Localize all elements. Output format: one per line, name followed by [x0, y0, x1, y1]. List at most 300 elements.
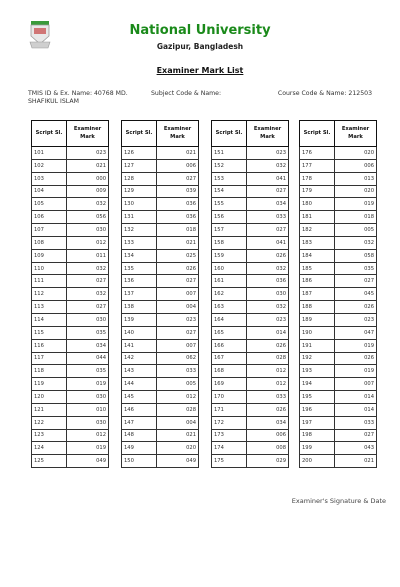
- examiner-mark: 012: [157, 391, 199, 404]
- script-serial: 196: [300, 403, 335, 416]
- examiner-mark: 028: [157, 403, 199, 416]
- script-serial: 142: [122, 352, 157, 365]
- script-serial: 135: [122, 262, 157, 275]
- examiner-mark: 045: [335, 288, 377, 301]
- script-serial: 122: [32, 416, 67, 429]
- script-serial: 148: [122, 429, 157, 442]
- examiner-mark: 032: [335, 236, 377, 249]
- script-serial: 133: [122, 236, 157, 249]
- examiner-mark: 021: [157, 429, 199, 442]
- script-sl-header: Script Sl.: [212, 121, 247, 147]
- script-serial: 119: [32, 378, 67, 391]
- script-serial: 163: [212, 301, 247, 314]
- examiner-mark: 030: [67, 391, 109, 404]
- table-row: [212, 275, 289, 288]
- script-serial: 193: [300, 365, 335, 378]
- table-row: [122, 249, 199, 262]
- examiner-mark: 006: [157, 159, 199, 172]
- examiner-mark: 027: [335, 429, 377, 442]
- table-row: [122, 455, 199, 468]
- examiner-mark: 006: [335, 159, 377, 172]
- script-serial: 185: [300, 262, 335, 275]
- examiner-mark: 006: [247, 429, 289, 442]
- table-row: [32, 172, 109, 185]
- script-serial: 191: [300, 339, 335, 352]
- script-serial: 183: [300, 236, 335, 249]
- script-serial: 121: [32, 403, 67, 416]
- table-row: [212, 301, 289, 314]
- examiner-mark: 019: [335, 198, 377, 211]
- script-serial: 147: [122, 416, 157, 429]
- table-row: [32, 236, 109, 249]
- script-serial: 152: [212, 159, 247, 172]
- table-row: [212, 185, 289, 198]
- examiner-mark: 005: [157, 378, 199, 391]
- script-serial: 139: [122, 313, 157, 326]
- script-serial: 167: [212, 352, 247, 365]
- table-row: [300, 288, 377, 301]
- script-serial: 182: [300, 224, 335, 237]
- examiner-mark: 058: [335, 249, 377, 262]
- examiner-mark: 036: [247, 275, 289, 288]
- table-row: [122, 224, 199, 237]
- examiner-mark: 027: [247, 185, 289, 198]
- table-row: [32, 159, 109, 172]
- examiner-mark: 021: [67, 159, 109, 172]
- examiner-mark: 030: [67, 313, 109, 326]
- examiner-mark: 004: [157, 416, 199, 429]
- examiner-mark: 020: [157, 442, 199, 455]
- script-serial: 143: [122, 365, 157, 378]
- university-location: Gazipur, Bangladesh: [156, 42, 244, 51]
- script-serial: 104: [32, 185, 67, 198]
- examiner-mark: 027: [247, 224, 289, 237]
- script-serial: 106: [32, 211, 67, 224]
- tmis-id-line: TMIS ID & Ex. Name: 40768 MD.: [28, 90, 128, 97]
- script-serial: 164: [212, 313, 247, 326]
- mark-table: [299, 120, 377, 468]
- examiner-mark: 033: [247, 211, 289, 224]
- script-serial: 128: [122, 172, 157, 185]
- script-serial: 110: [32, 262, 67, 275]
- script-serial: 179: [300, 185, 335, 198]
- script-serial: 114: [32, 313, 67, 326]
- script-serial: 159: [212, 249, 247, 262]
- table-row: [300, 198, 377, 211]
- examiner-mark: 014: [335, 403, 377, 416]
- script-serial: 150: [122, 455, 157, 468]
- examiner-mark: 014: [247, 326, 289, 339]
- table-row: [32, 442, 109, 455]
- table-row: [300, 275, 377, 288]
- script-sl-header: Script Sl.: [300, 121, 335, 147]
- examiner-mark-header: Examiner Mark: [247, 121, 289, 147]
- examiner-mark: 012: [67, 236, 109, 249]
- table-row: [122, 185, 199, 198]
- table-row: [32, 224, 109, 237]
- examiner-mark: 023: [67, 147, 109, 160]
- script-serial: 145: [122, 391, 157, 404]
- table-row: [122, 313, 199, 326]
- examiner-mark: 007: [157, 288, 199, 301]
- table-header-row: [122, 121, 199, 147]
- script-serial: 178: [300, 172, 335, 185]
- script-serial: 129: [122, 185, 157, 198]
- script-serial: 115: [32, 326, 67, 339]
- examiner-mark: 034: [247, 198, 289, 211]
- script-serial: 153: [212, 172, 247, 185]
- examiner-mark: 014: [335, 391, 377, 404]
- script-serial: 161: [212, 275, 247, 288]
- script-serial: 125: [32, 455, 67, 468]
- script-serial: 189: [300, 313, 335, 326]
- table-row: [32, 326, 109, 339]
- script-serial: 198: [300, 429, 335, 442]
- table-row: [32, 211, 109, 224]
- table-row: [122, 159, 199, 172]
- script-serial: 168: [212, 365, 247, 378]
- examiner-mark: 030: [67, 416, 109, 429]
- table-row: [32, 352, 109, 365]
- examiner-mark: 019: [335, 365, 377, 378]
- table-row: [212, 326, 289, 339]
- script-serial: 151: [212, 147, 247, 160]
- table-row: [122, 365, 199, 378]
- script-serial: 112: [32, 288, 67, 301]
- university-name: National University: [129, 23, 271, 38]
- table-row: [32, 198, 109, 211]
- table-row: [122, 391, 199, 404]
- examiner-mark: 062: [157, 352, 199, 365]
- table-row: [32, 147, 109, 160]
- script-serial: 130: [122, 198, 157, 211]
- examiner-mark: 026: [335, 301, 377, 314]
- table-row: [32, 429, 109, 442]
- script-serial: 118: [32, 365, 67, 378]
- script-serial: 190: [300, 326, 335, 339]
- table-row: [32, 288, 109, 301]
- script-serial: 165: [212, 326, 247, 339]
- table-row: [300, 313, 377, 326]
- script-serial: 117: [32, 352, 67, 365]
- table-row: [300, 429, 377, 442]
- script-serial: 187: [300, 288, 335, 301]
- table-row: [122, 275, 199, 288]
- script-serial: 194: [300, 378, 335, 391]
- table-row: [122, 326, 199, 339]
- table-header-row: [300, 121, 377, 147]
- table-row: [32, 455, 109, 468]
- script-serial: 107: [32, 224, 67, 237]
- script-serial: 138: [122, 301, 157, 314]
- examiner-mark: 027: [157, 326, 199, 339]
- examiner-mark: 026: [247, 403, 289, 416]
- table-row: [122, 236, 199, 249]
- script-serial: 176: [300, 147, 335, 160]
- examiner-mark: 012: [247, 378, 289, 391]
- script-serial: 173: [212, 429, 247, 442]
- examiner-mark: 029: [247, 455, 289, 468]
- script-serial: 154: [212, 185, 247, 198]
- table-row: [212, 172, 289, 185]
- script-serial: 109: [32, 249, 67, 262]
- examiner-mark: 019: [67, 442, 109, 455]
- examiner-mark: 032: [67, 198, 109, 211]
- course-code-label: Course Code & Name: 212503: [277, 90, 372, 97]
- table-row: [300, 262, 377, 275]
- table-row: [32, 249, 109, 262]
- script-serial: 155: [212, 198, 247, 211]
- table-row: [212, 147, 289, 160]
- examiner-mark: 023: [247, 147, 289, 160]
- script-serial: 131: [122, 211, 157, 224]
- table-row: [212, 211, 289, 224]
- table-row: [212, 236, 289, 249]
- examiner-mark: 035: [67, 365, 109, 378]
- table-row: [122, 442, 199, 455]
- script-serial: 149: [122, 442, 157, 455]
- table-row: [32, 403, 109, 416]
- script-serial: 134: [122, 249, 157, 262]
- script-serial: 177: [300, 159, 335, 172]
- table-row: [122, 403, 199, 416]
- script-serial: 160: [212, 262, 247, 275]
- table-row: [212, 249, 289, 262]
- table-row: [32, 185, 109, 198]
- table-row: [212, 378, 289, 391]
- table-row: [122, 198, 199, 211]
- examiner-mark: 011: [67, 249, 109, 262]
- table-row: [300, 352, 377, 365]
- table-row: [300, 378, 377, 391]
- examiner-mark: 025: [157, 249, 199, 262]
- script-serial: 200: [300, 455, 335, 468]
- examiner-mark: 035: [335, 262, 377, 275]
- examiner-mark: 004: [157, 301, 199, 314]
- mark-table: [121, 120, 199, 468]
- table-row: [300, 455, 377, 468]
- table-row: [300, 211, 377, 224]
- examiner-mark: 018: [335, 211, 377, 224]
- examiner-mark: 032: [247, 301, 289, 314]
- examiner-mark: 033: [247, 391, 289, 404]
- examiner-mark: 044: [67, 352, 109, 365]
- table-row: [300, 224, 377, 237]
- examiner-mark: 028: [247, 352, 289, 365]
- script-serial: 162: [212, 288, 247, 301]
- examiner-mark: 033: [335, 416, 377, 429]
- table-row: [32, 365, 109, 378]
- examiner-mark: 056: [67, 211, 109, 224]
- script-sl-header: Script Sl.: [122, 121, 157, 147]
- examiner-mark: 012: [247, 365, 289, 378]
- script-serial: 144: [122, 378, 157, 391]
- table-row: [122, 339, 199, 352]
- examiner-mark: 021: [157, 147, 199, 160]
- examiner-mark: 023: [335, 313, 377, 326]
- script-serial: 186: [300, 275, 335, 288]
- examiner-mark: 010: [67, 403, 109, 416]
- table-row: [212, 365, 289, 378]
- examiner-mark: 027: [157, 275, 199, 288]
- examiner-mark: 026: [157, 262, 199, 275]
- script-serial: 123: [32, 429, 67, 442]
- table-row: [212, 391, 289, 404]
- script-serial: 170: [212, 391, 247, 404]
- examiner-mark: 000: [67, 172, 109, 185]
- examiner-mark: 049: [67, 455, 109, 468]
- table-row: [122, 288, 199, 301]
- examiner-mark: 007: [157, 339, 199, 352]
- script-serial: 146: [122, 403, 157, 416]
- mark-table: [31, 120, 109, 468]
- examiner-mark: 036: [157, 211, 199, 224]
- script-serial: 180: [300, 198, 335, 211]
- table-row: [122, 301, 199, 314]
- script-serial: 157: [212, 224, 247, 237]
- table-row: [32, 313, 109, 326]
- examiner-mark: 019: [67, 378, 109, 391]
- examiner-mark: 043: [335, 442, 377, 455]
- examiner-mark-header: Examiner Mark: [67, 121, 109, 147]
- table-row: [122, 172, 199, 185]
- table-row: [300, 442, 377, 455]
- script-serial: 199: [300, 442, 335, 455]
- script-serial: 169: [212, 378, 247, 391]
- table-row: [300, 172, 377, 185]
- table-row: [212, 429, 289, 442]
- table-row: [212, 352, 289, 365]
- script-serial: 127: [122, 159, 157, 172]
- examiner-mark-header: Examiner Mark: [157, 121, 199, 147]
- examiner-mark: 019: [335, 339, 377, 352]
- examiner-name: SHAFIKUL ISLAM: [28, 98, 79, 105]
- examiner-signature-label: Examiner's Signature & Date: [291, 497, 386, 505]
- examiner-mark: 036: [157, 198, 199, 211]
- examiner-mark: 005: [335, 224, 377, 237]
- examiner-mark: 032: [67, 262, 109, 275]
- examiner-mark: 032: [247, 262, 289, 275]
- table-row: [300, 147, 377, 160]
- examiner-mark: 009: [67, 185, 109, 198]
- table-row: [212, 224, 289, 237]
- mark-tables: [31, 120, 377, 467]
- table-row: [212, 198, 289, 211]
- table-row: [212, 455, 289, 468]
- examiner-mark: 034: [247, 416, 289, 429]
- table-row: [212, 288, 289, 301]
- table-row: [300, 339, 377, 352]
- script-serial: 137: [122, 288, 157, 301]
- script-serial: 156: [212, 211, 247, 224]
- mark-table: [211, 120, 289, 468]
- table-row: [122, 262, 199, 275]
- script-serial: 124: [32, 442, 67, 455]
- table-row: [212, 159, 289, 172]
- table-row: [32, 416, 109, 429]
- table-row: [32, 391, 109, 404]
- table-row: [122, 378, 199, 391]
- table-row: [300, 185, 377, 198]
- examiner-mark: 030: [67, 224, 109, 237]
- table-row: [300, 301, 377, 314]
- script-serial: 195: [300, 391, 335, 404]
- table-row: [212, 313, 289, 326]
- script-serial: 171: [212, 403, 247, 416]
- script-serial: 132: [122, 224, 157, 237]
- table-row: [122, 416, 199, 429]
- examiner-mark: 027: [157, 172, 199, 185]
- examiner-mark: 032: [67, 288, 109, 301]
- table-row: [300, 403, 377, 416]
- script-serial: 174: [212, 442, 247, 455]
- examiner-mark: 039: [157, 185, 199, 198]
- table-header-row: [212, 121, 289, 147]
- examiner-mark: 049: [157, 455, 199, 468]
- examiner-mark: 027: [67, 301, 109, 314]
- examiner-mark: 030: [247, 288, 289, 301]
- table-row: [212, 262, 289, 275]
- script-serial: 136: [122, 275, 157, 288]
- examiner-mark: 032: [247, 159, 289, 172]
- script-serial: 188: [300, 301, 335, 314]
- script-serial: 158: [212, 236, 247, 249]
- table-row: [300, 365, 377, 378]
- table-row: [32, 378, 109, 391]
- examiner-mark: 020: [335, 147, 377, 160]
- table-row: [300, 326, 377, 339]
- examiner-mark-header: Examiner Mark: [335, 121, 377, 147]
- script-serial: 166: [212, 339, 247, 352]
- script-serial: 105: [32, 198, 67, 211]
- examiner-mark: 013: [335, 172, 377, 185]
- script-serial: 113: [32, 301, 67, 314]
- examiner-mark: 021: [335, 455, 377, 468]
- table-row: [122, 147, 199, 160]
- script-serial: 141: [122, 339, 157, 352]
- table-row: [32, 339, 109, 352]
- examiner-mark: 041: [247, 236, 289, 249]
- script-serial: 101: [32, 147, 67, 160]
- examiner-mark: 041: [247, 172, 289, 185]
- examiner-mark: 020: [335, 185, 377, 198]
- table-row: [122, 211, 199, 224]
- examiner-mark: 021: [157, 236, 199, 249]
- examiner-mark: 023: [157, 313, 199, 326]
- script-serial: 120: [32, 391, 67, 404]
- subject-code-label: Subject Code & Name:: [151, 90, 222, 97]
- script-serial: 116: [32, 339, 67, 352]
- examiner-mark: 026: [335, 352, 377, 365]
- table-row: [32, 275, 109, 288]
- script-serial: 108: [32, 236, 67, 249]
- script-serial: 102: [32, 159, 67, 172]
- examiner-mark: 033: [157, 365, 199, 378]
- table-row: [300, 391, 377, 404]
- table-row: [122, 352, 199, 365]
- script-serial: 172: [212, 416, 247, 429]
- examiner-mark: 026: [247, 249, 289, 262]
- table-row: [300, 159, 377, 172]
- table-row: [212, 339, 289, 352]
- table-row: [212, 442, 289, 455]
- script-serial: 140: [122, 326, 157, 339]
- examiner-mark: 018: [157, 224, 199, 237]
- script-serial: 184: [300, 249, 335, 262]
- table-row: [212, 416, 289, 429]
- table-row: [212, 403, 289, 416]
- examiner-mark: 035: [67, 326, 109, 339]
